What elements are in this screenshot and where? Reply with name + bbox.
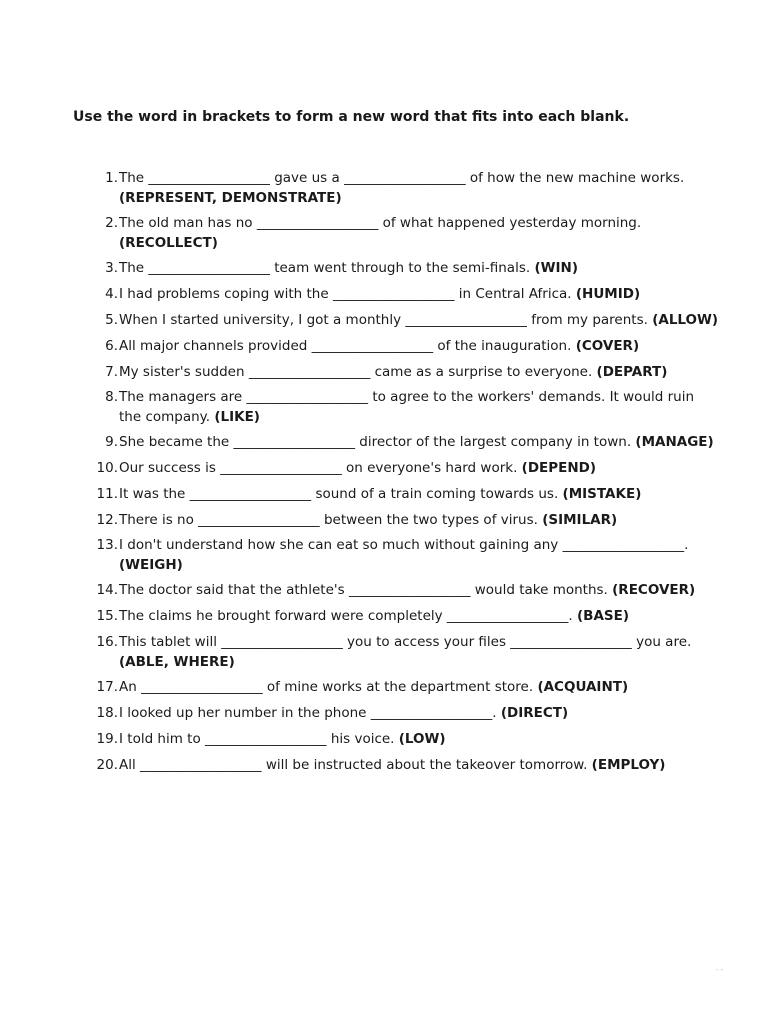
- bracket-word-hint: (BASE): [577, 608, 630, 624]
- sentence-line: [119, 756, 759, 776]
- sentence-text: .: [684, 537, 689, 553]
- bracket-word-hint: (LIKE): [214, 408, 260, 425]
- item-sentence: [119, 363, 759, 383]
- answer-blank[interactable]: __________________: [370, 705, 493, 721]
- sentence-text: his voice.: [326, 731, 399, 747]
- sentence-text: The claims he brought forward were completely: [119, 608, 447, 624]
- sentence-text: would take months.: [470, 582, 613, 598]
- sentence-text: The: [119, 170, 149, 186]
- sentence-text: team went through to the semi-finals.: [269, 260, 535, 276]
- item-number: 5.: [105, 312, 118, 328]
- sentence-text: I told him to: [119, 731, 206, 747]
- sentence-line: [119, 311, 759, 331]
- sentence-text: from my parents.: [526, 312, 653, 328]
- answer-blank[interactable]: __________________: [148, 170, 270, 186]
- sentence-text: I looked up her number in the phone: [119, 705, 371, 721]
- item-number: 7.: [105, 364, 118, 380]
- answer-blank[interactable]: __________________: [221, 634, 343, 650]
- sentence-text: sound of a train coming towards us.: [311, 486, 563, 502]
- answer-blank[interactable]: __________________: [148, 260, 270, 276]
- answer-blank[interactable]: __________________: [348, 582, 471, 598]
- sentence-text: The old man has no: [119, 215, 257, 231]
- sentence-text: will be instructed about the takeover tomorrow.: [261, 757, 592, 773]
- answer-blank[interactable]: __________________: [140, 757, 262, 773]
- answer-blank[interactable]: __________________: [562, 537, 685, 553]
- sentence-line: [119, 704, 759, 724]
- sentence-text: the company.: [119, 408, 215, 425]
- bracket-word-hint: (WEIGH): [119, 556, 183, 573]
- sentence-line: [119, 433, 759, 453]
- item-sentence: [119, 536, 759, 575]
- bracket-word-hint: (DIRECT): [500, 705, 569, 721]
- sentence-text: It was the: [119, 486, 190, 502]
- item-sentence: [119, 485, 759, 505]
- bracket-word-hint: (RECOLLECT): [119, 234, 218, 251]
- answer-blank[interactable]: __________________: [344, 170, 466, 186]
- item-sentence: [119, 633, 759, 672]
- sentence-text: The: [119, 260, 149, 276]
- item-number: 19.: [96, 731, 118, 747]
- sentence-text: of mine works at the department store.: [262, 679, 538, 695]
- bracket-word-hint: (MISTAKE): [562, 486, 642, 502]
- item-number: 16.: [96, 634, 118, 650]
- item-sentence: [119, 704, 759, 724]
- item-sentence: [119, 388, 759, 427]
- bracket-word-hint: (ALLOW): [652, 312, 719, 328]
- sentence-text: of how the new machine works.: [465, 170, 685, 186]
- item-number: 18.: [96, 705, 118, 721]
- sentence-text: I had problems coping with the: [119, 286, 333, 302]
- sentence-text: between the two types of virus.: [319, 512, 543, 528]
- item-number: 8.: [105, 389, 118, 405]
- item-number: 1.: [105, 170, 118, 186]
- bracket-word-hint: (COVER): [575, 338, 640, 354]
- answer-blank[interactable]: __________________: [248, 364, 371, 380]
- sentence-text: came as a surprise to everyone.: [370, 364, 597, 380]
- item-sentence: [119, 581, 759, 601]
- answer-blank[interactable]: __________________: [405, 312, 527, 328]
- bracket-word-hint: (WIN): [534, 260, 578, 276]
- sentence-line: [119, 337, 759, 357]
- item-number: 17.: [96, 679, 118, 695]
- answer-blank[interactable]: __________________: [141, 679, 263, 695]
- sentence-line: [119, 653, 759, 673]
- item-sentence: [119, 433, 759, 453]
- sentence-text: to agree to the workers' demands. It would ruin: [368, 389, 695, 405]
- item-number: 9.: [105, 434, 118, 450]
- sentence-text: gave us a: [269, 170, 345, 186]
- item-sentence: [119, 511, 759, 531]
- sentence-line: [119, 189, 759, 209]
- sentence-text: .: [492, 705, 501, 721]
- sentence-line: [119, 259, 759, 279]
- sentence-line: [119, 581, 759, 601]
- sentence-line: [119, 363, 759, 383]
- sentence-text: you to access your files: [342, 634, 511, 650]
- answer-blank[interactable]: __________________: [189, 486, 312, 502]
- answer-blank[interactable]: __________________: [446, 608, 569, 624]
- answer-blank[interactable]: __________________: [220, 460, 342, 476]
- item-number: 6.: [105, 338, 118, 354]
- sentence-line: [119, 459, 759, 479]
- item-number: 10.: [96, 460, 118, 476]
- item-number: 13.: [96, 537, 118, 553]
- sentence-text: All major channels provided: [119, 338, 312, 354]
- sentence-line: [119, 388, 759, 408]
- answer-blank[interactable]: __________________: [233, 434, 355, 450]
- bracket-word-hint: (ABLE, WHERE): [119, 653, 235, 670]
- sentence-text: An: [119, 679, 142, 695]
- sentence-text: Our success is: [119, 460, 221, 476]
- page-mark: - -: [716, 966, 724, 974]
- sentence-line: [119, 485, 759, 505]
- sentence-text: you are.: [631, 634, 692, 650]
- item-sentence: [119, 311, 759, 331]
- bracket-word-hint: (EMPLOY): [591, 757, 666, 773]
- item-sentence: [119, 756, 759, 776]
- item-sentence: [119, 730, 759, 750]
- sentence-line: [119, 556, 759, 576]
- item-number: 3.: [105, 260, 118, 276]
- item-number: 15.: [96, 608, 118, 624]
- sentence-text: My sister's sudden: [119, 364, 249, 380]
- sentence-text: of what happened yesterday morning.: [378, 215, 642, 231]
- item-sentence: [119, 285, 759, 305]
- answer-blank[interactable]: __________________: [256, 215, 379, 231]
- answer-blank[interactable]: __________________: [205, 731, 327, 747]
- answer-blank[interactable]: __________________: [311, 338, 434, 354]
- sentence-text: There is no: [119, 512, 199, 528]
- item-number: 12.: [96, 512, 118, 528]
- item-sentence: [119, 259, 759, 279]
- sentence-text: on everyone's hard work.: [341, 460, 522, 476]
- sentence-text: She became the: [119, 434, 234, 450]
- sentence-line: [119, 234, 759, 254]
- item-sentence: [119, 169, 759, 208]
- item-number: 2.: [105, 215, 118, 231]
- item-number: 20.: [96, 757, 118, 773]
- answer-blank[interactable]: __________________: [332, 286, 455, 302]
- sentence-text: The doctor said that the athlete's: [119, 582, 349, 598]
- item-sentence: [119, 678, 759, 698]
- item-number: 11.: [96, 486, 118, 502]
- sentence-line: [119, 633, 759, 653]
- item-sentence: [119, 607, 759, 627]
- sentence-line: [119, 678, 759, 698]
- sentence-text: in Central Africa.: [454, 286, 576, 302]
- sentence-text: This tablet will: [119, 634, 222, 650]
- sentence-text: All: [119, 757, 141, 773]
- sentence-text: of the inauguration.: [433, 338, 576, 354]
- sentence-line: [119, 730, 759, 750]
- sentence-text: When I started university, I got a monthly: [119, 312, 406, 328]
- bracket-word-hint: (MANAGE): [635, 434, 714, 450]
- bracket-word-hint: (REPRESENT, DEMONSTRATE): [119, 189, 342, 206]
- sentence-line: [119, 169, 759, 189]
- bracket-word-hint: (DEPART): [596, 364, 668, 380]
- sentence-text: The managers are: [119, 389, 247, 405]
- sentence-line: [119, 214, 759, 234]
- bracket-word-hint: (HUMID): [575, 286, 641, 302]
- bracket-word-hint: (DEPEND): [521, 460, 597, 476]
- answer-blank[interactable]: __________________: [246, 389, 369, 405]
- sentence-line: [119, 607, 759, 627]
- bracket-word-hint: (LOW): [398, 731, 446, 747]
- item-number: 4.: [105, 286, 118, 302]
- sentence-line: [119, 285, 759, 305]
- bracket-word-hint: (SIMILAR): [542, 512, 618, 528]
- sentence-line: [119, 511, 759, 531]
- sentence-line: [119, 536, 759, 556]
- item-sentence: [119, 214, 759, 253]
- item-sentence: [119, 337, 759, 357]
- sentence-text: director of the largest company in town.: [355, 434, 636, 450]
- answer-blank[interactable]: __________________: [510, 634, 632, 650]
- bracket-word-hint: (ACQUAINT): [537, 679, 629, 695]
- sentence-line: [119, 408, 759, 428]
- item-number: 14.: [96, 582, 118, 598]
- answer-blank[interactable]: __________________: [198, 512, 320, 528]
- instructions-heading: Use the word in brackets to form a new word that fits into each blank.: [73, 109, 630, 125]
- bracket-word-hint: (RECOVER): [612, 582, 696, 598]
- sentence-text: .: [568, 608, 578, 624]
- item-sentence: [119, 459, 759, 479]
- sentence-text: I don't understand how she can eat so much without gaining any: [119, 537, 563, 553]
